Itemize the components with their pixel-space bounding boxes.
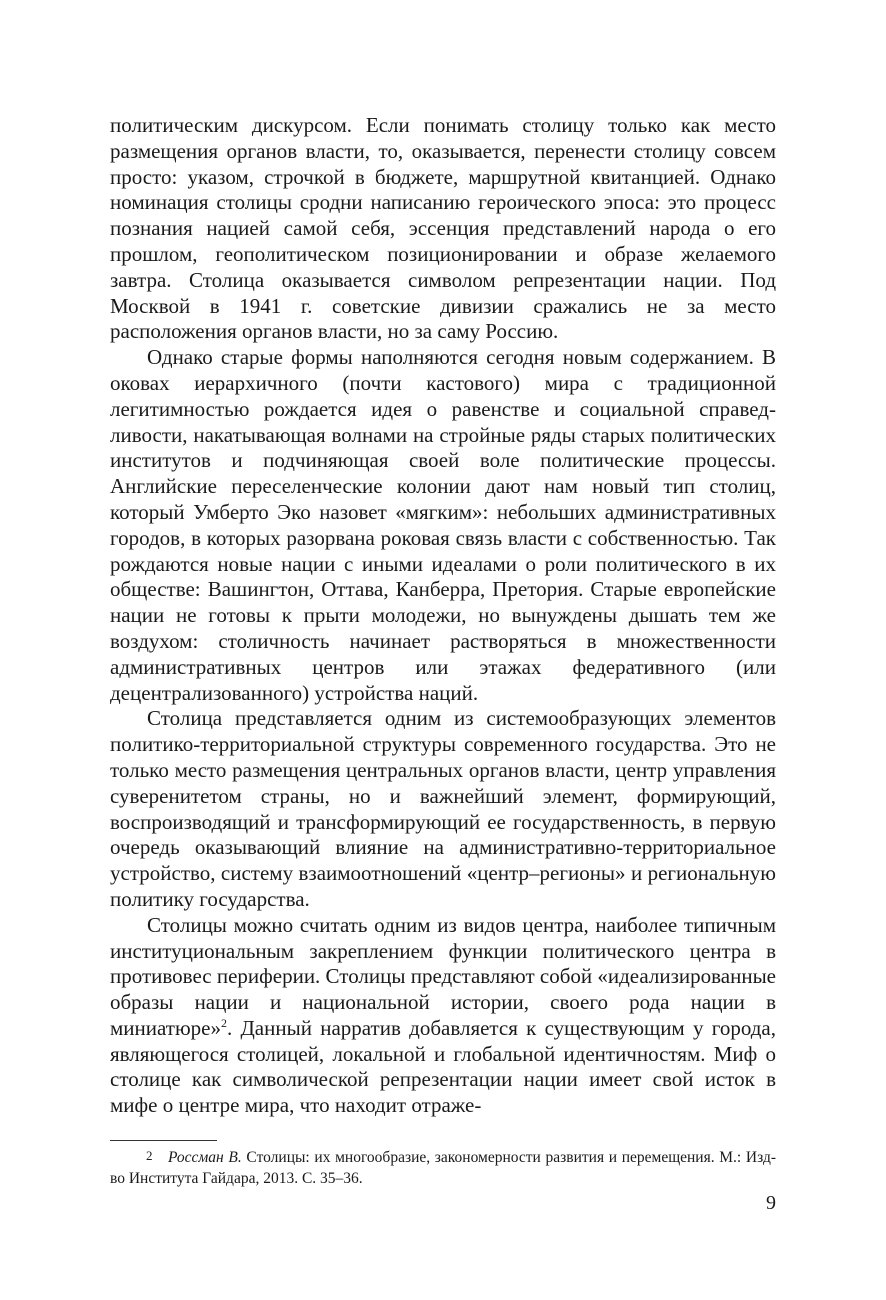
- footnote-reference[interactable]: 2: [220, 1015, 227, 1030]
- paragraph-1: политическим дискурсом. Если понимать столицу только как место размещения органов власти, то, оказывается, перенести столицу совсем просто: указом, строчкой в бюджете, маршрутной квитанцией. Однако номинация столицы сродни написанию героического эпоса: это процесс познания нацией самой себя, эссенция представлений народа о его прошлом, геополитическом позиционировании и образе желаемого завтра. Столица оказывается символом репрезентации нации. Под Москвой в 1941 г. советские дивизии сражались не за место расположения органов власти, но за саму Россию.: [110, 113, 776, 344]
- footnote-number: 2: [146, 1148, 153, 1163]
- paragraph-4: [110, 913, 776, 1119]
- paragraph-4-part-1: Столицы можно считать одним из видов центра, наиболее типичным институциональным закреплением функции политического центра в противовес периферии. Столицы представляют собой «идеализированные образы нации и национальной истории, своего рода нации в миниатюре»: [110, 912, 777, 1040]
- body-text: [110, 113, 776, 1119]
- page-number: 9: [766, 1192, 776, 1214]
- footnote-separator: [110, 1140, 217, 1141]
- paragraph-4-part-2: . Данный нарратив добавляется к существующим у города, являющегося столицей, локальной и глобальной идентичностям. Миф о столице как символической репрезентации нации имеет свой исток в мифе о центре мира, что находит отраже-: [110, 1015, 776, 1118]
- footnote-text: Столицы: их многообразие, закономерности развития и перемещения. М.: Изд-во Института Гайдара, 2013. С. 35–36.: [110, 1149, 776, 1187]
- footnote: [110, 1145, 776, 1189]
- paragraph-3: Столица представляется одним из системообразующих элементов политико-территориальной структуры современного государства. Это не только место размещения центральных органов власти, центр управления суверенитетом страны, но и важнейший элемент, формирующий, воспроизводящий и трансформирующий ее государственность, в первую очередь оказывающий влияние на административно-территориальное устройство, систему взаимоотношений «центр–регионы» и региональную политику государства.: [110, 706, 776, 911]
- paragraph-2: Однако старые формы наполняются сегодня новым содержанием. В оковах иерархичного (почти кастового) мира с традиционной легитимностью рождается идея о равенстве и социальной справедливости, накатывающая волнами на стройные ряды старых политических институтов и подчиняющая своей воле политические процессы. Английские переселенческие колонии дают нам новый тип столиц, который Умберто Эко назовет «мягким»: небольших административных городов, в которых разорвана роковая связь власти с собственностью. Так рождаются новые нации с иными идеалами о роли политического в их обществе: Вашингтон, Оттава, Канберра, Претория. Старые европейские нации не готовы к прыти молодежи, но вынуждены дышать тем же воздухом: столичность начинает растворяться в множественности административных центров или этажах федеративного (или децентрализованного) устройства наций.: [110, 345, 776, 705]
- footnote-author: Россман В.: [168, 1149, 242, 1166]
